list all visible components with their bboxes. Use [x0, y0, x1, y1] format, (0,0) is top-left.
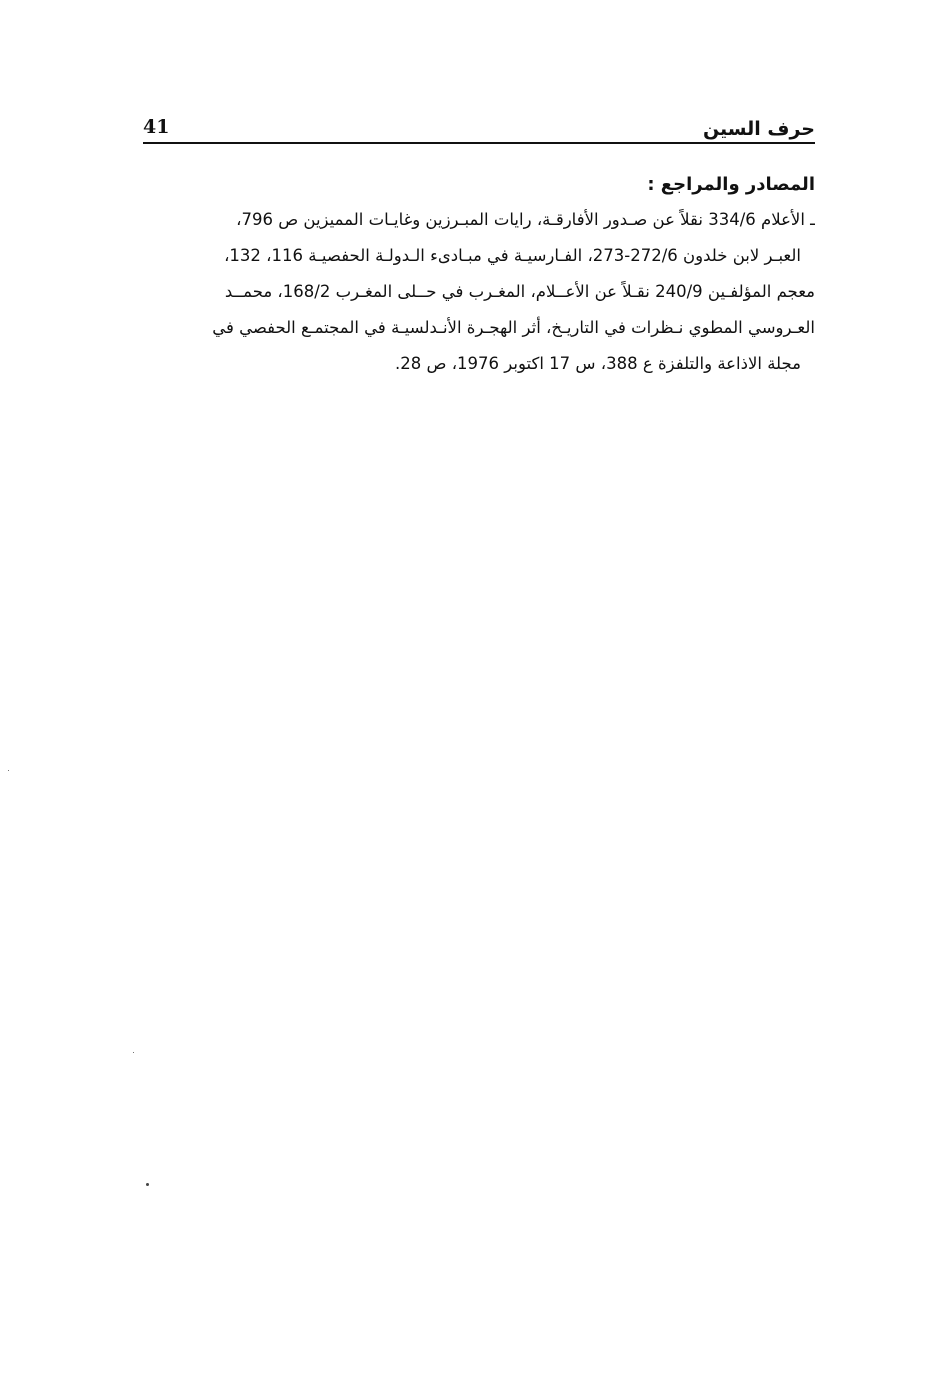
reference-line: معجم المؤلفـين 240/9 نقـلاً عن الأعــلام، المغـرب في حــلى المغـرب 168/2، محمــد [224, 282, 815, 301]
reference-line: العبـر لابن خلدون 272/6-273، الفـارسيـة في مبـادىء الـدولـة الحفصيـة 116، 132، [224, 246, 801, 265]
references-heading: المصادر والمراجع : [647, 174, 815, 195]
references-section [143, 168, 815, 382]
scan-speck [8, 770, 9, 771]
scan-speck [133, 1052, 134, 1053]
reference-line: مجلة الاذاعة والتلفزة ع 388، س 17 اكتوبر 1976، ص 28. [395, 354, 801, 373]
scan-speck [146, 1183, 149, 1186]
page-number: 41 [143, 116, 170, 138]
reference-line: ـ الأعلام 334/6 نقلاً عن صـدور الأفارقـة، رايات المبـرزين وغايـات المميزين ص 796، [236, 210, 815, 229]
page-header [143, 106, 815, 144]
running-head: حرف السين [702, 118, 815, 140]
reference-line: العـروسي المطوي نـظرات في التاريـخ، أثر الهجـرة الأنـدلسيـة في المجتمـع الحفصي في [212, 318, 815, 337]
